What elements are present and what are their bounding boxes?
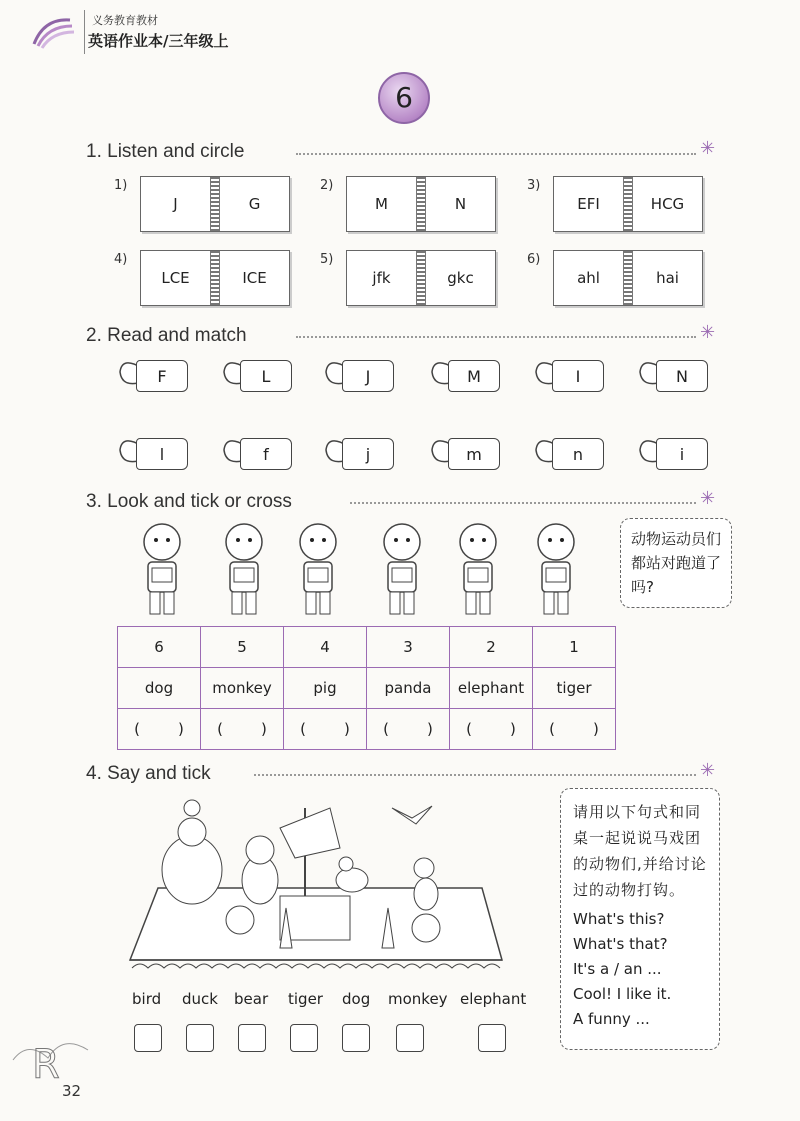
svg-text:R: R [32,1042,60,1088]
item-number: 6) [527,252,541,267]
sentence-pattern: Cool! I like it. [573,985,672,1003]
letter-book [346,250,496,306]
athlete-figure-4 [372,520,432,620]
lane-number: 6 [118,627,201,668]
lane-number: 3 [367,627,450,668]
choice-right[interactable]: gkc [447,269,474,287]
answer-cell[interactable]: ( ) [533,709,616,750]
letter-r-icon [8,1020,128,1120]
uppercase-tag[interactable] [324,358,396,394]
athlete-figure-1 [132,520,192,620]
animal-word: elephant [460,990,527,1008]
item-number: 5) [320,252,334,267]
animal-name: pig [284,668,367,709]
animal-word: duck [182,990,218,1008]
athlete-figure-2 [214,520,274,620]
book-title: 英语作业本/三年级上 [88,32,229,50]
section4-divider [254,774,696,776]
lowercase-tag[interactable] [118,436,190,472]
lowercase-tag[interactable] [534,436,606,472]
letter-book [140,250,290,306]
letter-book [346,176,496,232]
letter-book [553,176,703,232]
tick-box[interactable] [238,1024,266,1052]
choice-right[interactable]: N [454,195,467,213]
lowercase-tag-letter: n [552,438,604,470]
athlete-figure-6 [526,520,586,620]
choice-left[interactable]: J [173,195,178,213]
section4-title: 4. Say and tick [86,763,211,784]
lane-number: 5 [201,627,284,668]
tick-box[interactable] [134,1024,162,1052]
letter-book [553,250,703,306]
answer-cell[interactable]: ( ) [367,709,450,750]
book-spine [623,251,633,305]
choice-right[interactable]: hai [656,269,679,287]
tick-box[interactable] [342,1024,370,1052]
animal-table [117,626,616,750]
athlete-figure-5 [448,520,508,620]
section3-callout: 动物运动员们都站对跑道了吗? [620,518,732,608]
animal-name: elephant [450,668,533,709]
choice-right[interactable]: ICE [242,269,267,287]
lowercase-tag[interactable] [430,436,502,472]
lowercase-tag-letter: l [136,438,188,470]
uppercase-tag-letter: M [448,360,500,392]
book-spine [210,251,220,305]
circus-illustration [120,788,520,978]
uppercase-tag-letter: J [342,360,394,392]
choice-right[interactable]: G [248,195,261,213]
lowercase-tag[interactable] [638,436,710,472]
lane-number: 4 [284,627,367,668]
callout-instructions: 请用以下句式和同桌一起说说马戏团的动物们,并给讨论过的动物打钩。 [573,803,707,899]
header-divider [84,10,85,54]
book-spine [210,177,220,231]
lane-number: 1 [533,627,616,668]
section3-divider [350,502,696,504]
answer-cell[interactable]: ( ) [118,709,201,750]
book-spine [416,251,426,305]
section3-title: 3. Look and tick or cross [86,491,292,512]
item-number: 4) [114,252,128,267]
uppercase-tag[interactable] [222,358,294,394]
section1-divider [296,153,696,155]
animal-word: bird [132,990,162,1008]
publisher-logo [30,14,78,54]
uppercase-tag-letter: F [136,360,188,392]
animal-name: dog [118,668,201,709]
lowercase-tag[interactable] [324,436,396,472]
choice-right[interactable]: HCG [650,195,685,213]
section2-title: 2. Read and match [86,325,247,346]
tick-box[interactable] [396,1024,424,1052]
asterisk-star-icon: ✳ [700,138,716,159]
lowercase-tag-letter: i [656,438,708,470]
item-number: 1) [114,178,128,193]
answer-cell[interactable]: ( ) [284,709,367,750]
book-spine [623,177,633,231]
athlete-figure-3 [288,520,348,620]
animal-word: tiger [288,990,323,1008]
sentence-pattern: What's this? [573,910,665,928]
animal-word: dog [342,990,371,1008]
asterisk-star-icon: ✳ [700,488,716,509]
uppercase-tag-letter: N [656,360,708,392]
choice-left[interactable]: jfk [372,269,391,287]
series-label: 义务教育教材 [92,14,158,27]
lowercase-tag[interactable] [222,436,294,472]
item-number: 3) [527,178,541,193]
animal-word: bear [234,990,269,1008]
uppercase-tag[interactable] [118,358,190,394]
letter-book [140,176,290,232]
tick-box[interactable] [290,1024,318,1052]
animal-word: monkey [388,990,448,1008]
section2-divider [296,336,696,338]
item-number: 2) [320,178,334,193]
uppercase-tag[interactable] [638,358,710,394]
animal-name: monkey [201,668,284,709]
uppercase-tag[interactable] [430,358,502,394]
unit-badge: 6 [378,72,430,124]
answer-cell[interactable]: ( ) [201,709,284,750]
choice-left[interactable]: M [375,195,388,213]
sentence-pattern: What's that? [573,935,668,953]
animal-name: panda [367,668,450,709]
choice-left[interactable]: ahl [577,269,600,287]
uppercase-tag-letter: I [552,360,604,392]
lowercase-tag-letter: m [448,438,500,470]
asterisk-star-icon: ✳ [700,322,716,343]
section4-callout [560,788,720,1050]
asterisk-star-icon: ✳ [700,760,716,781]
tick-box[interactable] [478,1024,506,1052]
lowercase-tag-letter: j [342,438,394,470]
animal-name: tiger [533,668,616,709]
lowercase-tag-letter: f [240,438,292,470]
lane-number: 2 [450,627,533,668]
answer-cell[interactable]: ( ) [450,709,533,750]
book-spine [416,177,426,231]
choice-left[interactable]: LCE [161,269,190,287]
uppercase-tag-letter: L [240,360,292,392]
choice-left[interactable]: EFI [577,195,600,213]
tick-box[interactable] [186,1024,214,1052]
uppercase-tag[interactable] [534,358,606,394]
sentence-pattern: It's a / an ... [573,960,662,978]
section1-title: 1. Listen and circle [86,141,245,162]
page-number: 32 [62,1082,82,1100]
sentence-pattern: A funny ... [573,1010,650,1028]
